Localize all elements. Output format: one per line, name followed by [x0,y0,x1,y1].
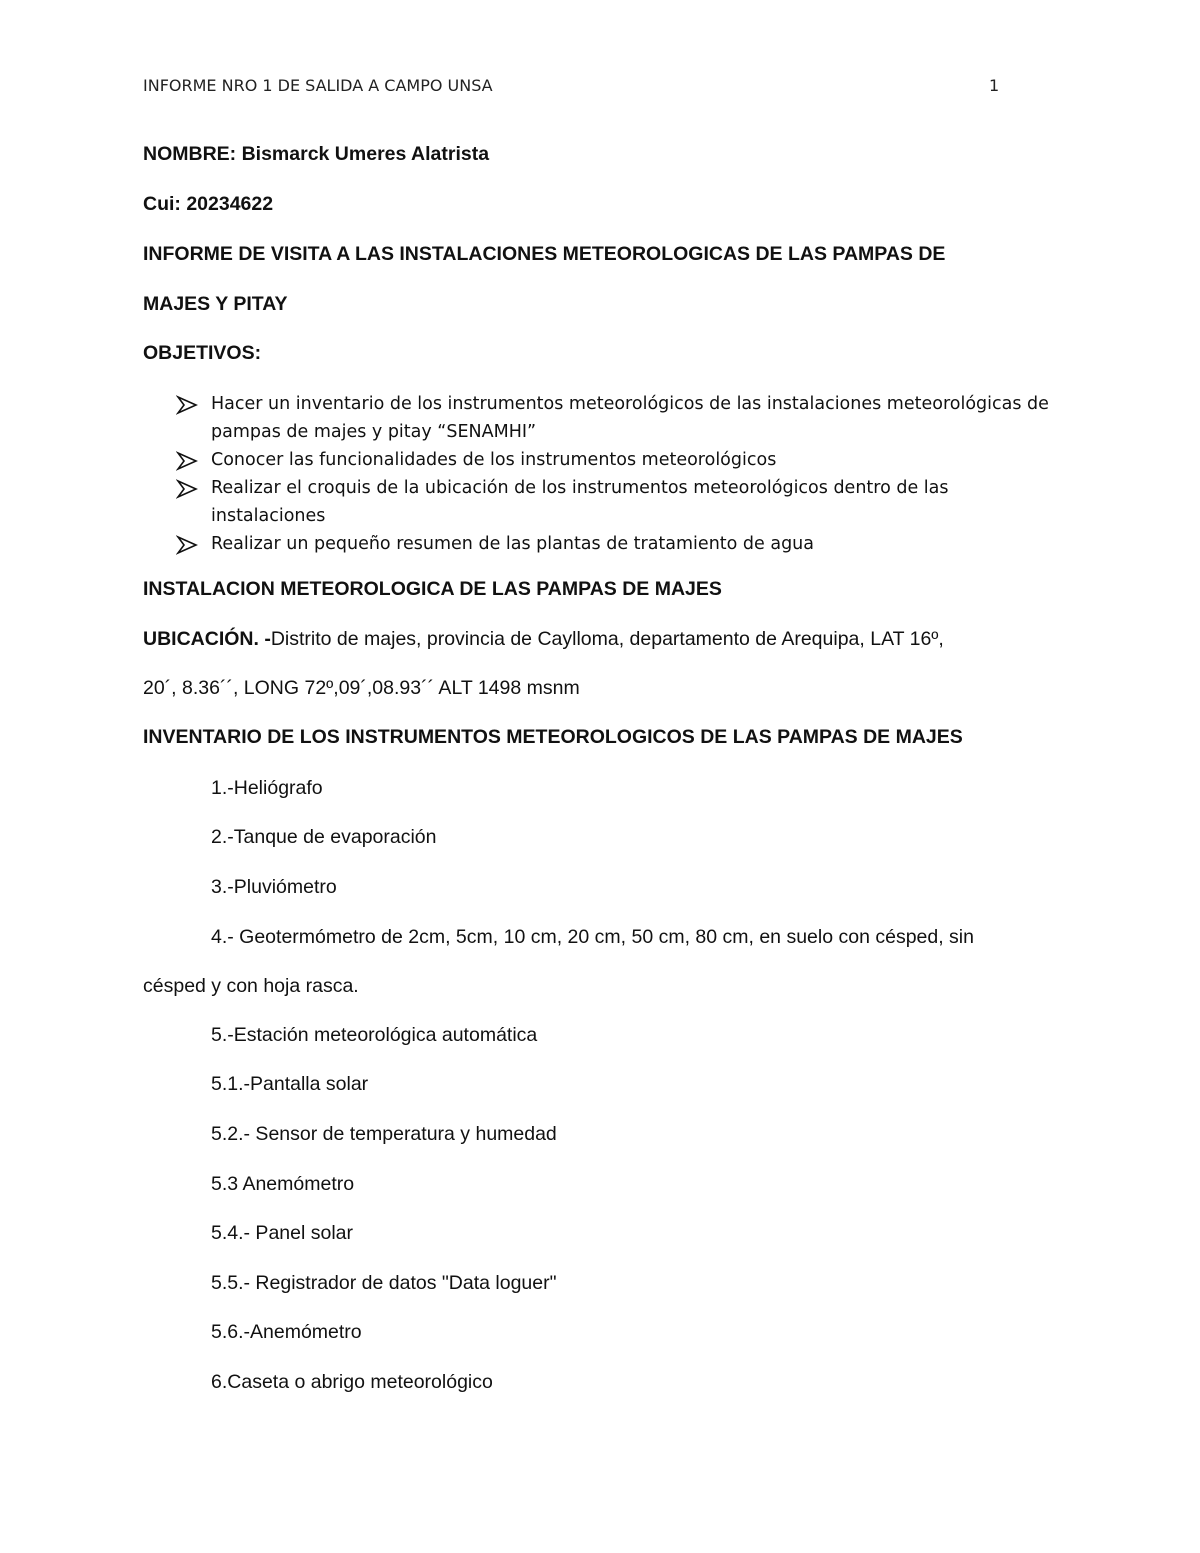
objetivo-1-line-2: pampas de majes y pitay “SENAMHI” [211,422,537,442]
report-title-line-1: INFORME DE VISITA A LAS INSTALACIONES METEOROLOGICAS DE LAS PAMPAS DE [143,243,946,265]
arrow-bullet-icon [176,479,198,499]
ubicacion-text: Distrito de majes, provincia de Caylloma, departamento de Arequipa, LAT 16º, [270,628,944,650]
arrow-bullet-icon [176,535,198,555]
inventario-item: 5.4.- Panel solar [211,1222,353,1244]
inventario-item: 5.-Estación meteorológica automática [211,1024,538,1046]
instalacion-heading: INSTALACION METEOROLOGICA DE LAS PAMPAS DE MAJES [143,578,722,600]
objetivo-4: Realizar un pequeño resumen de las plantas de tratamiento de agua [211,534,814,554]
inventario-item: 6.Caseta o abrigo meteorológico [211,1371,493,1393]
arrow-bullet-icon [176,451,198,471]
inventario-item: 5.1.-Pantalla solar [211,1073,369,1095]
ubicacion-line-2: 20´, 8.36´´, LONG 72º,09´,08.93´´ ALT 1498 msnm [143,677,580,699]
objetivo-3-line-1: Realizar el croquis de la ubicación de los instrumentos meteorológicos dentro de las [211,478,949,498]
objetivo-1-line-1: Hacer un inventario de los instrumentos meteorológicos de las instalaciones meteorológicas de [211,394,1049,414]
author-name: NOMBRE: Bismarck Umeres Alatrista [143,143,490,165]
ubicacion-line-1 [143,628,944,651]
inventario-item: 5.2.- Sensor de temperatura y humedad [211,1123,557,1145]
inventario-item-continuation: césped y con hoja rasca. [143,975,359,997]
inventario-heading: INVENTARIO DE LOS INSTRUMENTOS METEOROLOGICOS DE LAS PAMPAS DE MAJES [143,726,963,748]
objetivo-3-line-2: instalaciones [211,506,326,526]
inventario-item: 2.-Tanque de evaporación [211,826,437,848]
inventario-item: 3.-Pluviómetro [211,876,337,898]
report-title-line-2: MAJES Y PITAY [143,293,288,315]
arrow-bullet-icon [176,395,198,415]
page-header-title: INFORME NRO 1 DE SALIDA A CAMPO UNSA [143,76,493,95]
student-cui: Cui: 20234622 [143,193,274,215]
inventario-item: 5.6.-Anemómetro [211,1321,362,1343]
inventario-item: 4.- Geotermómetro de 2cm, 5cm, 10 cm, 20 cm, 50 cm, 80 cm, en suelo con césped, sin [211,926,974,948]
ubicacion-label: UBICACIÓN. - [143,628,271,650]
inventario-item: 5.5.- Registrador de datos "Data loguer" [211,1272,557,1294]
objetivo-2: Conocer las funcionalidades de los instrumentos meteorológicos [211,450,777,470]
inventario-item: 5.3 Anemómetro [211,1173,355,1195]
inventario-item: 1.-Heliógrafo [211,777,323,799]
page-number: 1 [989,76,1000,95]
objetivos-heading: OBJETIVOS: [143,342,262,364]
